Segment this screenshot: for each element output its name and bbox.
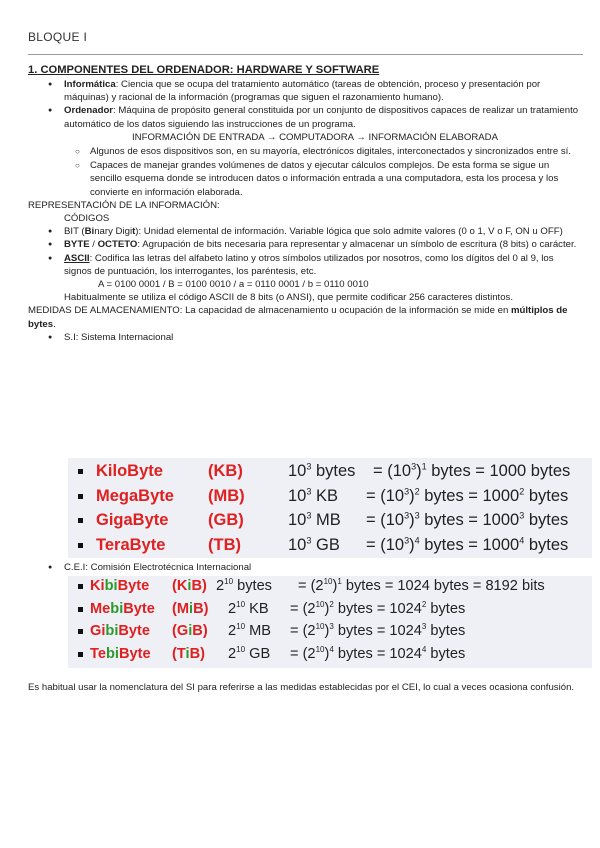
unit-name-binary: bi [105,623,119,639]
cei-row [68,601,592,621]
definition-byte [28,238,582,251]
representacion-title: REPRESENTACIÓN DE LA INFORMACIÓN: [28,199,220,211]
codigos-label: CÓDIGOS [64,213,110,225]
eq-base: 10 [288,535,307,554]
unit-name-prefix: Me [90,600,111,617]
unit-name: KiloByte [96,462,163,480]
unit-abbr-i: i [189,600,194,617]
eq-close: ) [409,535,415,554]
unit-abbr-b: B) [192,623,208,639]
eq-outer-exp: 1 [337,577,342,587]
eq-close: ) [416,462,422,480]
bullet-square-icon [78,494,83,499]
eq-inner-exp: 10 [315,644,325,654]
unit-abbr-b: B) [191,578,207,594]
unit-abbr [172,601,209,617]
unit-name-suffix: Byte [117,578,150,594]
eq-unit: bytes [311,462,356,480]
eq-exp: 3 [306,510,312,521]
eq-exp: 10 [236,599,246,609]
eq-inner-exp: 10 [323,577,333,587]
eq-outer-exp: 1 [421,461,427,472]
eq-close: ) [324,645,330,662]
eq-inner-exp: 3 [404,486,410,496]
eq-unit: GB [311,535,340,554]
cei-units-table [68,576,592,668]
definitions-list [28,78,582,131]
unit-abbr-b: B) [193,600,209,617]
definition-bit [28,225,582,238]
si-row [68,536,592,558]
unit-abbr [172,578,207,594]
codigos-list [28,225,582,278]
eq-base: 10 [288,486,307,505]
definition-informatica [28,78,582,104]
bullet-square-icon [78,629,83,634]
bit-text: ): Unidad elemental de información. Variable lógica que solo admite valores (0 o 1, V o F, ON u OFF) [135,226,563,238]
si-row [68,511,592,533]
main-content [28,63,582,344]
unit-expansion [373,462,570,481]
eq-outer-exp: 2 [329,599,334,609]
unit-abbr-i: i [185,645,190,662]
eq-tail-post: bytes [426,645,466,662]
unit-abbr [172,623,208,639]
eq-open: = (10 [366,511,405,529]
eq-base: 2 [216,578,225,594]
eq-tail-post: bytes [426,623,466,639]
cei-label: ● C.E.I: Comisión Electrotécnica Internacional [28,561,583,574]
eq-close: ) [409,486,415,505]
term-octeto: OCTETO [97,239,138,251]
definition-ascii [28,252,582,278]
unit-name: TeraByte [96,535,166,554]
bullet-square-icon [78,469,83,474]
cei-row [68,578,592,598]
text-informatica: : Ciencia que se ocupa del tratamiento automático (tareas de obtención, proceso y presentación por máquinas) y racional de la información (programas que siguen el razonamiento humano). [64,79,541,104]
sub-item-dispositivos: ○ Algunos de esos dispositivos son, en su mayoría, electrónicos digitales, interconectados y sincronizados entre sí. [28,145,582,158]
ascii-note: Habitualmente se utiliza el código ASCII de 8 bits (o ANSI), que permite codificar 256 caracteres distintos. [64,292,513,304]
unit-equation [288,536,340,555]
ascii-text: : Codifica las letras del alfabeto latino y otros símbolos utilizados por nosotros, como los dígitos del 0 al 9, los signos de puntuación, los interrogantes, los paréntesis, etc. [64,252,554,277]
term-ascii: ASCII [64,252,90,264]
unit-name-binary: bi [110,600,124,617]
eq-open: = (2 [290,623,316,639]
unit-abbr-i: i [188,623,193,639]
eq-tail: bytes = 1024 [333,623,422,639]
eq-close: ) [324,600,330,617]
cei-row [68,646,592,666]
cei-label-wrap [28,561,583,574]
bit-bold-t: t [132,226,136,238]
unit-name-prefix: Gi [90,623,106,639]
page-header: BLOQUE I [28,30,88,44]
eq-tail-exp: 3 [421,622,427,632]
unit-name-prefix: Ki [90,578,105,594]
unit-expansion [366,511,568,530]
bit-bold: Bi [84,226,95,238]
eq-exp: 3 [306,535,312,545]
unit-name: GigaByte [96,511,169,529]
eq-tail-exp: 3 [519,510,525,521]
unit-name-prefix: Te [90,645,106,662]
unit-equation [228,646,270,662]
bullet-square-icon [78,652,83,657]
unit-abbr: (TB) [208,535,241,554]
text-ordenador: : Máquina de propósito general constituida por un conjunto de dispositivos capaces de realizar un tratamiento automático de los datos siguiendo las instrucciones de un programa. [64,105,579,130]
header-divider [28,54,583,55]
unit-name-suffix: Byte [118,623,151,639]
eq-tail-exp: 4 [519,535,525,545]
bit-mid: nary Digi [94,226,133,238]
unit-name [90,646,151,662]
medidas-text [28,304,582,330]
unit-abbr-b: B) [189,645,205,662]
unit-abbr-a: (M [172,600,190,617]
eq-outer-exp: 3 [329,622,334,632]
eq-exp: 10 [224,577,234,587]
unit-expansion [290,601,465,617]
unit-name-binary: bi [104,578,118,594]
eq-tail-post: bytes [524,535,569,554]
bullet-square-icon [78,518,83,523]
eq-inner-exp: 10 [315,622,325,632]
unit-abbr: (GB) [208,511,244,529]
eq-open: = (2 [290,645,316,662]
unit-expansion [290,623,465,639]
eq-tail: bytes = 1000 [426,462,527,480]
byte-text: : Agrupación de bits necesaria para representar y almacenar un símbolo de escritura (8 bits) o carácter. [137,239,577,251]
unit-abbr [172,646,205,662]
eq-exp: 3 [306,461,312,472]
medidas-bold: múltiplos de bytes [28,305,568,330]
eq-base: 2 [228,645,237,662]
cei-list [28,561,583,574]
eq-close: ) [324,623,330,639]
eq-tail-exp: 2 [421,599,427,609]
eq-unit: MB [245,623,271,639]
unit-name [90,578,149,594]
section-title: 1. COMPONENTES DEL ORDENADOR: HARDWARE Y SOFTWARE [28,64,380,76]
eq-open: = (10 [366,535,405,554]
eq-close: ) [332,578,338,594]
eq-inner-exp: 10 [315,599,325,609]
unit-equation [288,487,338,506]
medidas-post: . [53,318,56,330]
unit-abbr-a: (G [172,623,189,639]
eq-tail-post: bytes = 8192 bits [429,578,545,594]
eq-base: 2 [228,623,237,639]
eq-open: = (2 [298,578,324,594]
ordenador-sublist [28,145,582,199]
unit-expansion [366,487,568,506]
unit-expansion [290,646,465,662]
bullet-square-icon [78,543,83,548]
eq-base: 10 [288,511,307,529]
eq-tail-post: bytes [426,600,466,617]
eq-open: = (2 [290,600,316,617]
unit-expansion [366,536,568,555]
bullet-square-icon [78,584,83,589]
eq-tail: bytes = 1000 [419,511,520,529]
cei-row [68,623,592,643]
eq-base: 2 [228,600,237,617]
unit-name [90,601,155,617]
eq-exp: 10 [236,644,246,654]
term-informatica: Informática [64,79,116,90]
unit-abbr-a: (K [172,578,188,594]
eq-unit: GB [245,645,271,662]
unit-equation [216,578,272,594]
unit-expansion [298,578,545,594]
unit-abbr: (MB) [208,486,245,505]
term-ordenador: Ordenador [64,105,114,117]
information-flow: INFORMACIÓN DE ENTRADA → COMPUTADORA → INFORMACIÓN ELABORADA [131,131,499,143]
eq-close: ) [409,511,415,529]
unit-abbr: (KB) [208,462,243,480]
eq-outer-exp: 4 [329,644,334,654]
si-list [28,331,582,344]
eq-unit: KB [245,600,269,617]
si-label: ● S.I: Sistema Internacional [28,331,582,344]
eq-tail: bytes = 1000 [419,535,520,554]
eq-outer-exp: 3 [414,510,420,521]
eq-tail-post: bytes [526,462,571,480]
eq-tail-exp: 2 [519,486,525,496]
si-row [68,462,592,484]
eq-inner-exp: 3 [404,510,410,521]
unit-name-suffix: Byte [123,600,155,617]
ascii-example: A = 0100 0001 / B = 0100 0010 / a = 0110 0001 / b = 0110 0010 [98,279,369,291]
si-units-table [68,458,592,558]
eq-inner-exp: 3 [404,535,410,545]
eq-inner-exp: 3 [411,461,417,472]
medidas-pre: MEDIDAS DE ALMACENAMIENTO: La capacidad de almacenamiento u ocupación de la información se mide en [28,305,511,317]
si-row [68,487,592,509]
unit-name-suffix: Byte [118,645,151,662]
eq-tail-exp: 4 [421,644,427,654]
byte-separator: / [89,239,98,251]
eq-open: = (10 [366,486,405,505]
unit-abbr-a: (T [172,645,186,662]
eq-unit: MB [311,511,341,529]
eq-outer-exp: 4 [414,535,420,545]
eq-unit: bytes [233,578,272,594]
eq-exp: 10 [236,622,246,632]
eq-tail: bytes = 1024 [333,600,422,617]
eq-tail: bytes = 1024 [341,578,430,594]
term-byte: BYTE [64,239,90,251]
bit-pre: BIT ( [64,226,85,238]
eq-unit: KB [311,486,339,505]
eq-tail: bytes = 1000 [419,486,520,505]
bullet-square-icon [78,607,83,612]
unit-name-binary: bi [105,645,119,662]
closing-note: Es habitual usar la nomenclatura del SI para referirse a las medidas establecidas por el CEI, lo cual a veces ocasiona confusión. [28,682,575,693]
eq-base: 10 [288,462,307,480]
unit-equation [228,601,269,617]
definition-ordenador [28,104,582,130]
unit-abbr-i: i [187,578,192,594]
eq-exp: 3 [306,486,312,496]
eq-tail: bytes = 1024 [333,645,422,662]
eq-tail-post: bytes [524,511,569,529]
sub-item-capaces: ○ Capaces de manejar grandes volúmenes de datos y ejecutar cálculos complejos. De esta forma se sigue un sencillo esquema donde se introducen datos o información entrada a una computadora, esta los procesa y los convierte en información elaborada. [28,159,582,199]
eq-outer-exp: 2 [414,486,420,496]
eq-tail-post: bytes [524,486,569,505]
unit-equation [288,462,355,481]
eq-open: = (10 [373,462,412,480]
unit-name: MegaByte [96,486,174,505]
unit-equation [228,623,271,639]
unit-name [90,623,150,639]
unit-equation [288,511,341,530]
